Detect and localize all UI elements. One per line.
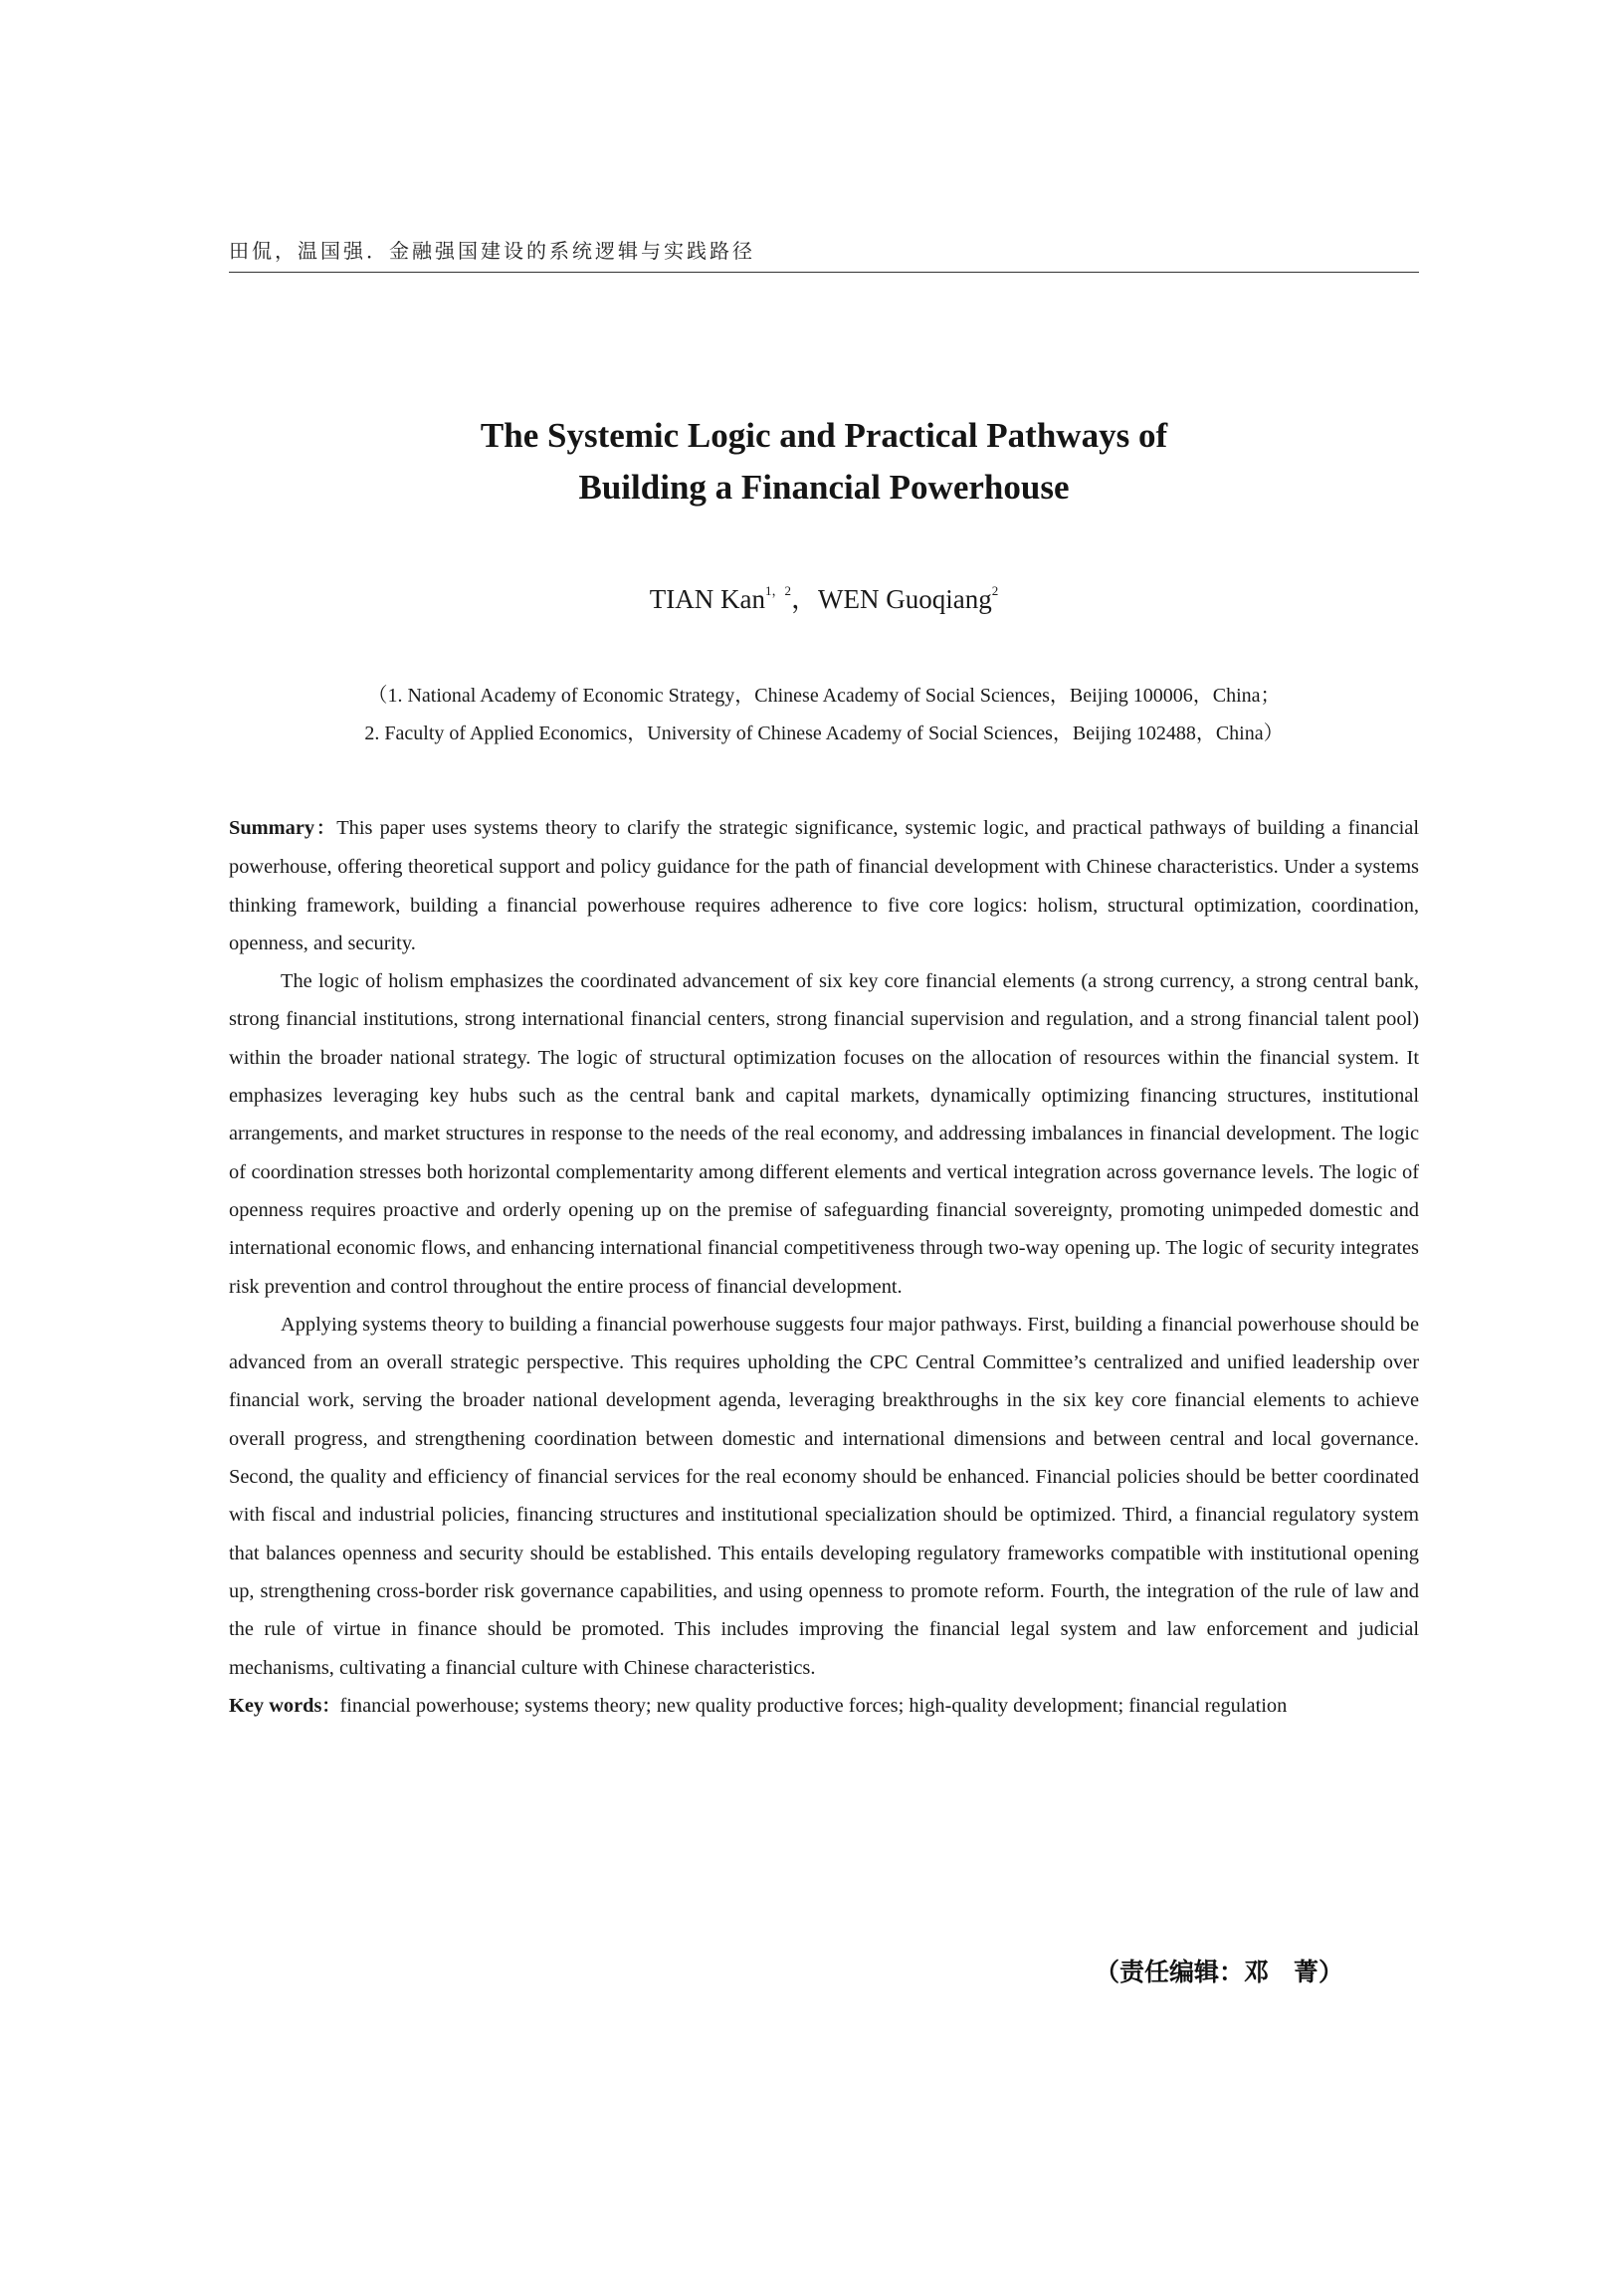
summary-label [229,817,336,839]
abstract [229,809,1419,1726]
summary-paragraph [229,809,1419,962]
author-separator: ， [791,584,818,614]
keywords-label-colon: ： [321,1695,340,1717]
article-title [229,410,1419,514]
abstract-paragraph: The logic of holism emphasizes the coordinated advancement of six key core financial elements (a strong currency, a strong central bank, strong financial institutions, strong international financial centers, strong financial supervision and regulation, and a strong financial talent pool) within the broader national strategy. The logic of structural optimization focuses on the allocation of resources within the financial system. It emphasizes leveraging key hubs such as the central bank and capital markets, dynamically optimizing financing structures, institutional arrangements, and market structures in response to the needs of the real economy, and addressing imbalances in financial development. The logic of coordination stresses both horizontal complementarity among different elements and vertical integration across governance levels. The logic of openness requires proactive and orderly opening up on the premise of safeguarding financial sovereignty, promoting unimpeded domestic and international economic flows, and enhancing international financial competitiveness through two-way opening up. The logic of security integrates risk prevention and control throughout the entire process of financial development. [229,970,1419,1298]
keywords-paragraph [229,1687,1419,1726]
author-name: TIAN Kan [649,584,765,614]
author-line [229,579,1419,619]
title-line-2: Building a Financial Powerhouse [578,468,1070,507]
author-affiliation-mark: 1，2 [764,583,791,598]
keywords-label-text: Key words [229,1694,322,1717]
author-name: WEN Guoqiang [818,584,992,614]
affiliation-2: 2. Faculty of Applied Economics，University of Chinese Academy of Social Sciences，Beijing 102488，China） [364,723,1284,744]
summary-label-text: Summary [229,817,315,839]
affiliations [229,677,1419,752]
title-line-1: The Systemic Logic and Practical Pathways of [480,416,1168,455]
keywords-text: financial powerhouse; systems theory; new quality productive forces; high-quality development; financial regulation [339,1694,1288,1717]
editor-note: （责任编辑：邓 菁） [1095,1958,1344,1986]
keywords-label [229,1695,339,1717]
summary-label-colon: ： [314,818,337,839]
affiliation-1: （1. National Academy of Economic Strategy，Chinese Academy of Social Sciences，Beijing 100006，China； [367,685,1281,707]
summary-text: This paper uses systems theory to clarify the strategic significance, systemic logic, and practical pathways of building a financial powerhouse, offering theoretical support and policy guidance for the path of financial development with Chinese characteristics. Under a systems thinking framework, building a financial powerhouse requires adherence to five core logics: holism, structural optimization, coordination, openness, and security. [229,817,1419,954]
header-rule [229,272,1419,273]
running-header: 田侃，温国强．金融强国建设的系统逻辑与实践路径 [229,239,755,263]
abstract-paragraph: Applying systems theory to building a financial powerhouse suggests four major pathways. First, building a financial powerhouse should be advanced from an overall strategic perspective. This requires upholding the CPC Central Committee’s centralized and unified leadership over financial work, serving the broader national development agenda, leveraging breakthroughs in the six key core financial elements to achieve overall progress, and strengthening coordination between domestic and international dimensions and between central and local governance. Second, the quality and efficiency of financial services for the real economy should be enhanced. Financial policies should be better coordinated with fiscal and industrial policies, financing structures and institutional specialization should be optimized. Third, a financial regulatory system that balances openness and security should be established. This entails developing regulatory frameworks compatible with institutional opening up, strengthening cross-border risk governance capabilities, and using openness to promote reform. Fourth, the integration of the rule of law and the rule of virtue in finance should be promoted. This includes improving the financial legal system and law enforcement and judicial mechanisms, cultivating a financial culture with Chinese characteristics. [229,1313,1419,1679]
author-affiliation-mark: 2 [991,583,999,598]
